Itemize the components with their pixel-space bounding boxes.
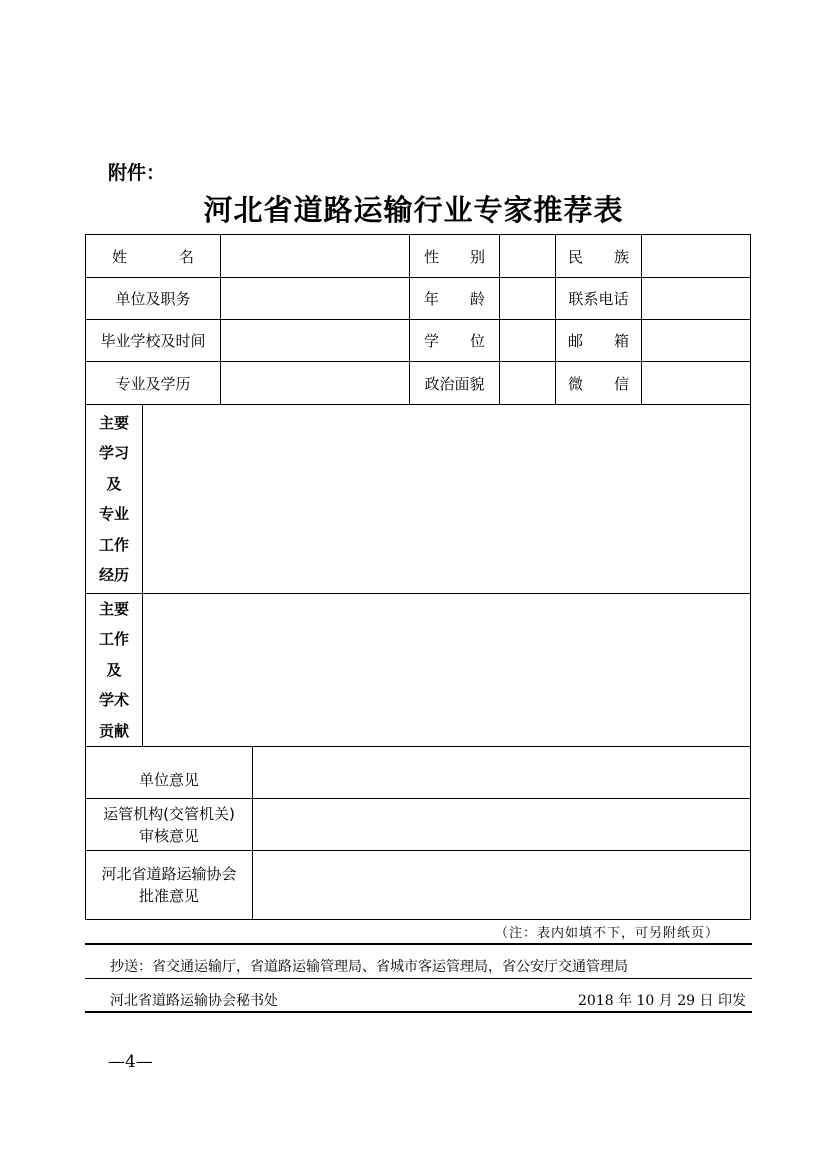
field-study-work-experience[interactable] bbox=[143, 405, 751, 594]
field-work-academic-contribution[interactable] bbox=[143, 594, 751, 747]
table-note: （注：表内如填不下，可另附纸页） bbox=[495, 926, 720, 941]
field-unit-opinion[interactable] bbox=[253, 747, 751, 799]
issue-date: 2018 年 10 月 29 日 印发 bbox=[578, 993, 746, 1009]
label-major-education: 专业及学历 bbox=[86, 362, 221, 405]
footer-middle-rule bbox=[85, 978, 752, 979]
field-transport-review[interactable] bbox=[253, 799, 751, 851]
footer-top-rule bbox=[85, 943, 752, 945]
field-age[interactable] bbox=[500, 278, 556, 320]
field-association-approval[interactable] bbox=[253, 851, 751, 920]
page-number: —4— bbox=[108, 1052, 153, 1072]
label-email: 邮 箱 bbox=[556, 320, 642, 362]
field-email[interactable] bbox=[642, 320, 751, 362]
label-study-work-experience: 主要 学习 及 专业 工作 经历 bbox=[86, 405, 143, 594]
field-gender[interactable] bbox=[500, 235, 556, 278]
label-phone: 联系电话 bbox=[556, 278, 642, 320]
label-unit-opinion: 单位意见 bbox=[86, 747, 253, 799]
label-political-status: 政治面貌 bbox=[410, 362, 500, 405]
label-age: 年 龄 bbox=[410, 278, 500, 320]
label-association-approval: 河北省道路运输协会 批准意见 bbox=[86, 851, 253, 920]
issuer: 河北省道路运输协会秘书处 bbox=[110, 993, 278, 1009]
field-name[interactable] bbox=[221, 235, 410, 278]
label-degree: 学 位 bbox=[410, 320, 500, 362]
footer-bottom-rule bbox=[85, 1011, 752, 1013]
label-school-time: 毕业学校及时间 bbox=[86, 320, 221, 362]
label-work-academic-contribution: 主要 工作 及 学术 贡献 bbox=[86, 594, 143, 747]
label-transport-review: 运管机构(交管机关) 审核意见 bbox=[86, 799, 253, 851]
label-ethnicity: 民 族 bbox=[556, 235, 642, 278]
label-wechat: 微 信 bbox=[556, 362, 642, 405]
field-major-education[interactable] bbox=[221, 362, 410, 405]
field-ethnicity[interactable] bbox=[642, 235, 751, 278]
cc-list: 抄送：省交通运输厅，省道路运输管理局、省城市客运管理局，省公安厅交通管理局 bbox=[110, 959, 628, 975]
recommendation-form-table bbox=[85, 234, 751, 920]
label-name: 姓 名 bbox=[86, 235, 221, 278]
field-degree[interactable] bbox=[500, 320, 556, 362]
field-unit-position[interactable] bbox=[221, 278, 410, 320]
form-title: 河北省道路运输行业专家推荐表 bbox=[203, 193, 624, 227]
field-school-time[interactable] bbox=[221, 320, 410, 362]
label-unit-position: 单位及职务 bbox=[86, 278, 221, 320]
field-wechat[interactable] bbox=[642, 362, 751, 405]
attachment-label: 附件： bbox=[108, 162, 166, 184]
field-phone[interactable] bbox=[642, 278, 751, 320]
label-gender: 性 别 bbox=[410, 235, 500, 278]
field-political-status[interactable] bbox=[500, 362, 556, 405]
